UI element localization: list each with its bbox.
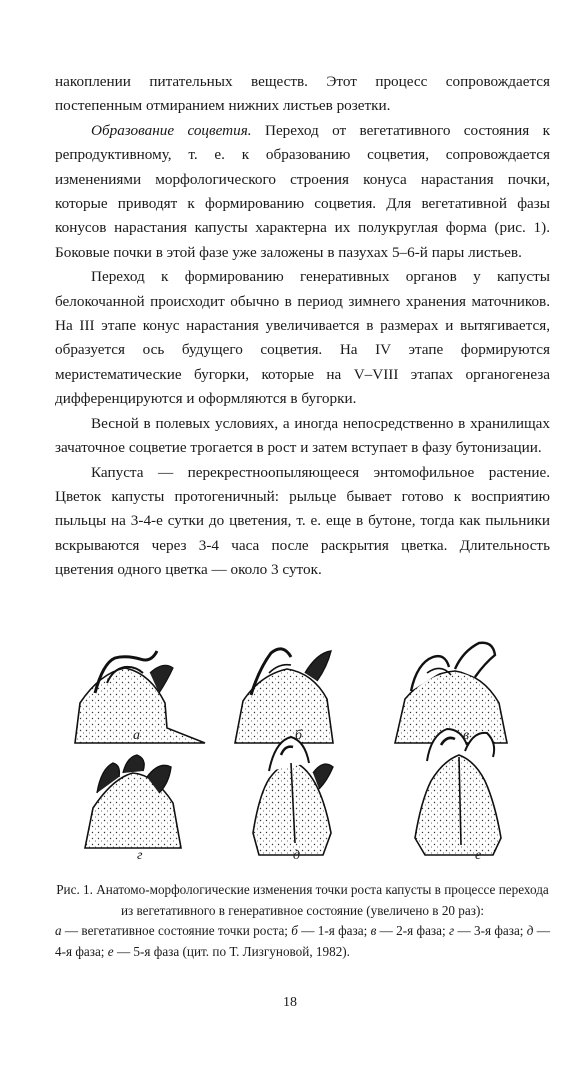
caption-key-g: г — [448, 923, 455, 938]
caption-text-v: — 2-я фаза; — [376, 923, 449, 938]
caption-text-g: — 3-я фаза; — [454, 923, 527, 938]
paragraph-4: Весной в полевых условиях, а иногда непосредственно в хранилищах зачаточное соцветие трогается в рост и затем вступает в фазу бутонизации. — [55, 414, 550, 457]
label-a: а — [133, 728, 140, 743]
paragraph-2-text: Переход от вегетативного состояния к репродуктивному, т. е. к образованию соцветия, сопровождается изменениями морфологического строения конуса нарастания почки, которые приводят к формированию соцветия. Для вегетативной фазы конусов нарастания капусты характерна их полукруглая форма (рис. 1). Боковые почки в этой фазе уже заложены в пазухах 5–6-й пары листьев. — [55, 121, 551, 261]
figure-1 — [55, 633, 550, 865]
caption-key-a: а — [55, 923, 62, 938]
paragraph-1: накоплении питательных веществ. Этот процесс сопровождается постепенным отмиранием нижних листьев розетки. — [55, 73, 550, 115]
drawing-d — [253, 737, 333, 855]
drawing-e — [415, 729, 501, 855]
section-heading: Образование соцветия. — [91, 121, 252, 139]
label-v: в — [463, 728, 470, 743]
paragraph-3: Переход к формированию генеративных органов у капусты белокочанной происходит обычно в период зимнего хранения маточников. На III этапе конус нарастания увеличивается в размерах и вытягивается, образуется ось будущего соцветия. На IV этапе формируются меристематические бугорки, которые на V–VIII этапах органогенеза дифференцируются и оформляются в бугорки. — [55, 268, 550, 408]
caption-text-a: — вегетативное состояние точки роста; — [61, 923, 292, 938]
label-g: г — [137, 848, 143, 863]
label-d: д — [293, 848, 301, 863]
caption-key-d: д — [526, 923, 534, 938]
paragraph-5: Капуста — перекрестноопыляющееся энтомофильное растение. Цветок капусты протогеничный: рыльце бывает готово к восприятию пыльцы на 3-4-е сутки до цветения, т. е. еще в бутоне, тогда как пыльники вскрываются через 3-4 часа после раскрытия цветка. Длительность цветения одного цветка — около 3 суток. — [55, 463, 550, 579]
caption-text-b: — 1-я фаза; — [297, 923, 371, 938]
drawing-v — [395, 643, 507, 743]
page-number: 18 — [283, 995, 297, 1010]
drawing-g — [85, 755, 181, 848]
paragraph-2 — [55, 119, 550, 265]
label-b: б — [295, 728, 303, 743]
drawing-a — [75, 651, 205, 743]
figure-caption — [55, 880, 550, 962]
caption-key-b: б — [291, 923, 298, 938]
caption-key-e: е — [107, 943, 114, 959]
growth-point-illustration — [55, 633, 550, 865]
caption-title: Рис. 1. Анатомо-морфологические изменения точки роста капусты в процессе перехода из вегетативного в генеративное состояние (увеличено в 20 раз): — [56, 882, 549, 918]
caption-text-e: — 5-я фаза (цит. по Т. Лизгуновой, 1982). — [113, 943, 350, 959]
body-text — [55, 70, 550, 583]
label-e: е — [475, 848, 482, 863]
drawing-b — [235, 649, 333, 743]
caption-legend — [55, 921, 550, 962]
caption-key-v: в — [370, 923, 377, 938]
caption-text-d: — 4-я фаза; — [55, 923, 550, 959]
